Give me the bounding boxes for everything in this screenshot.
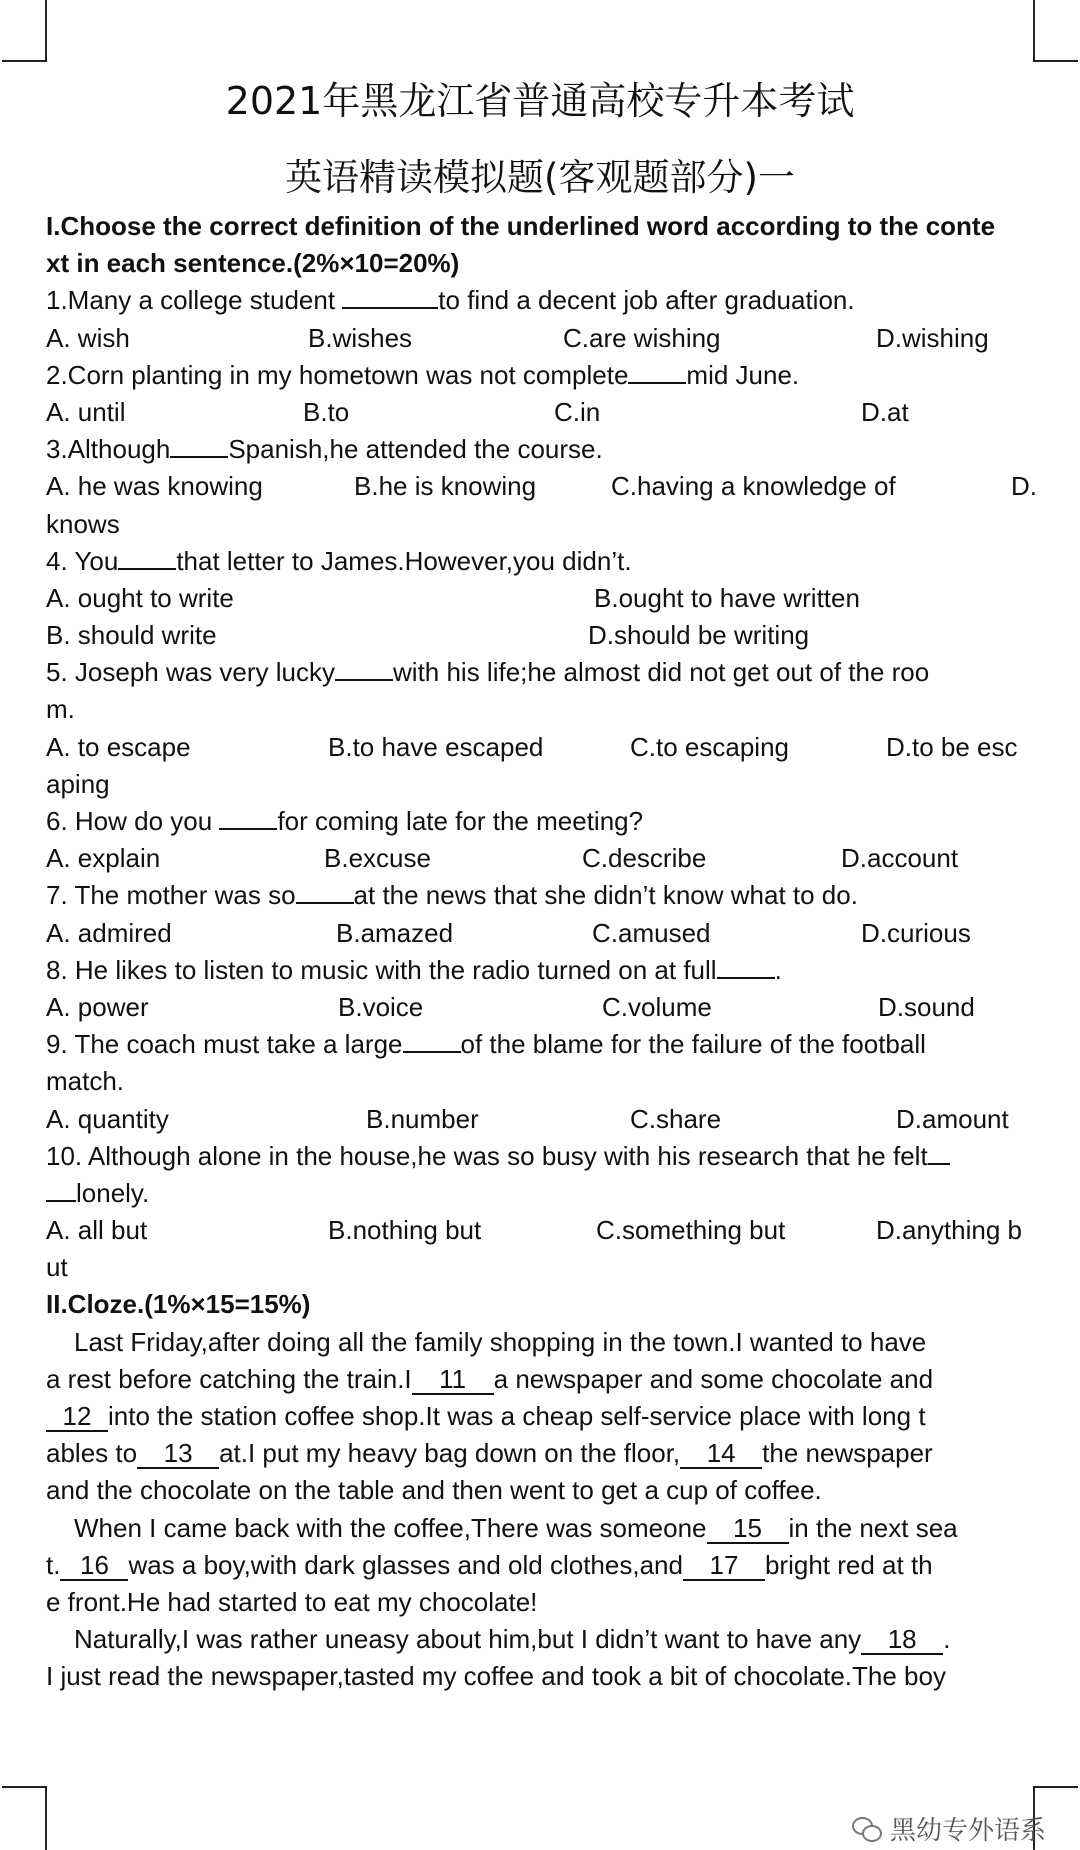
cloze-text: at.I put my heavy bag down on the floor, [219, 1438, 681, 1469]
option-b: B.wishes [308, 322, 413, 353]
wechat-watermark [852, 1810, 1046, 1847]
answer-blank [628, 382, 686, 384]
option-d: D.account [841, 843, 959, 874]
question-10 [46, 1138, 1036, 1175]
question-7-text-end: at the news that she didn’t know what to do. [353, 880, 858, 911]
option-b: B.voice [338, 991, 424, 1022]
option-d: D.should be writing [588, 620, 810, 651]
cloze-paragraph-1-line-2 [46, 1361, 1036, 1398]
answer-blank [928, 1163, 950, 1165]
question-5-text-cont: m. [46, 694, 75, 725]
exam-title: 2021年黑龙江省普通高校专升本考试 [225, 79, 855, 123]
option-a: A. ought to write [46, 582, 234, 613]
option-a: A. quantity [46, 1103, 169, 1134]
answer-blank [335, 679, 393, 681]
option-d: D.to be esc [886, 731, 1018, 762]
answer-blank-cont [46, 1200, 76, 1202]
option-d: D.at [861, 396, 909, 427]
option-c: B. should write [46, 620, 217, 651]
corner-mark-bottom-left [2, 1786, 47, 1850]
option-b: B.number [366, 1103, 479, 1134]
option-b: B.to [303, 396, 350, 427]
question-3-options [46, 468, 1036, 505]
question-7 [46, 877, 1036, 914]
watermark-text: 黑幼专外语系 [889, 1816, 1046, 1846]
cloze-text: Naturally,I was rather uneasy about him,but I didn’t want to have any [74, 1624, 862, 1655]
question-7-text: 7. The mother was so [46, 880, 296, 911]
cloze-text: bright red at th [764, 1549, 933, 1580]
cloze-text: in the next sea [788, 1512, 958, 1543]
cloze-text: a rest before catching the train.I [46, 1363, 412, 1394]
question-2-text-end: mid June. [686, 359, 800, 390]
question-10-text-end: lonely. [76, 1177, 150, 1208]
option-a: A. until [46, 396, 126, 427]
question-4-text-end: that letter to James.However,you didn’t. [176, 545, 632, 576]
answer-blank [219, 828, 277, 830]
option-d: D. [1011, 471, 1037, 502]
option-d: D.sound [878, 991, 975, 1022]
question-8-text: 8. He likes to listen to music with the radio turned on at full [46, 954, 717, 985]
question-6-text: 6. How do you [46, 806, 220, 836]
question-9-text-end: of the blame for the failure of the football [460, 1029, 926, 1060]
option-c: C.share [630, 1103, 722, 1134]
option-a: A. admired [46, 917, 172, 948]
question-5-text: 5. Joseph was very lucky [46, 657, 336, 688]
cloze-text: was a boy,with dark glasses and old clothes,and [128, 1549, 683, 1580]
option-b: B.ought to have written [594, 582, 860, 613]
section2-heading: II.Cloze.(1%×15=15%) [46, 1289, 311, 1320]
option-b: B.to have escaped [328, 731, 544, 762]
question-4-options-row1 [46, 580, 1036, 617]
option-d: D.wishing [876, 322, 989, 353]
cloze-text: . [943, 1624, 951, 1655]
option-a: A. he was knowing [46, 471, 263, 502]
answer-blank [118, 568, 176, 570]
question-9-text: 9. The coach must take a large [46, 1029, 403, 1060]
question-6-options [46, 840, 1036, 877]
question-1-text: 1.Many a college student [46, 285, 343, 316]
option-c: C.something but [596, 1215, 786, 1246]
option-c: C.are wishing [563, 322, 721, 353]
question-2-text: 2.Corn planting in my hometown was not complete [46, 359, 629, 390]
answer-blank [717, 977, 775, 979]
option-a: A. explain [46, 843, 161, 874]
option-c: C.to escaping [630, 731, 789, 762]
question-3-text: 3.Although [46, 434, 171, 465]
option-d: D.curious [861, 917, 971, 948]
option-c: C.amused [592, 917, 711, 948]
option-c: C.in [554, 396, 601, 427]
option-b: B.nothing but [328, 1215, 482, 1246]
option-a: A. power [46, 991, 149, 1022]
question-3 [46, 431, 1036, 468]
option-a: A. wish [46, 322, 130, 353]
option-b: B.amazed [336, 917, 454, 948]
question-5-options [46, 729, 1036, 766]
question-9-text-cont: match. [46, 1066, 125, 1097]
option-b: B.he is knowing [354, 471, 537, 502]
option-c: C.volume [602, 991, 712, 1022]
question-5 [46, 654, 1036, 691]
cloze-paragraph-1-line-3 [46, 1398, 1036, 1435]
option-b: B.excuse [324, 843, 431, 874]
cloze-blank-14: 14 [680, 1439, 762, 1469]
question-1-text-end: to find a decent job after graduation. [438, 285, 855, 316]
cloze-blank-12: 12 [46, 1402, 108, 1432]
answer-blank [296, 902, 354, 904]
question-4-text: 4. You [46, 545, 119, 576]
question-2 [46, 357, 1036, 394]
cloze-blank-17: 17 [683, 1551, 765, 1581]
cloze-text: t. [46, 1549, 61, 1580]
exam-subtitle: 英语精读模拟题(客观题部分)一 [285, 156, 795, 199]
cloze-text: the newspaper [762, 1438, 933, 1469]
question-5-option-d-cont: aping [46, 768, 110, 799]
question-8-options [46, 989, 1036, 1026]
question-5-text-end: with his life;he almost did not get out of the roo [393, 657, 930, 688]
cloze-blank-15: 15 [707, 1514, 789, 1544]
section1-heading-line1: I.Choose the correct definition of the underlined word according to the conte [46, 211, 996, 241]
option-d: D.amount [896, 1103, 1009, 1134]
exam-content [46, 208, 1036, 1696]
answer-blank [403, 1051, 461, 1053]
question-10-text: 10. Although alone in the house,he was so busy with his research that he felt [46, 1140, 928, 1171]
cloze-paragraph-2-line-3: e front.He had started to eat my chocolate! [46, 1586, 538, 1617]
cloze-text: into the station coffee shop.It was a cheap self-service place with long t [108, 1401, 926, 1431]
cloze-paragraph-2-line-2 [46, 1547, 1036, 1584]
corner-mark-top-right [1033, 0, 1078, 62]
option-c: C.having a knowledge of [611, 471, 896, 502]
question-6-text-end: for coming late for the meeting? [277, 806, 644, 836]
question-1 [46, 282, 1036, 319]
question-4 [46, 543, 1036, 580]
cloze-paragraph-1-line-1: Last Friday,after doing all the family shopping in the town.I wanted to have [74, 1326, 927, 1357]
cloze-paragraph-3-line-2: I just read the newspaper,tasted my coffee and took a bit of chocolate.The boy [46, 1661, 946, 1692]
question-10-option-d-cont: ut [46, 1252, 68, 1283]
option-a: A. to escape [46, 731, 191, 762]
cloze-blank-13: 13 [137, 1439, 219, 1469]
cloze-paragraph-2-line-1 [46, 1510, 1036, 1547]
option-c: C.describe [582, 843, 707, 874]
question-10-text-cont [46, 1175, 1036, 1212]
wechat-icon [852, 1817, 882, 1841]
cloze-blank-18: 18 [861, 1625, 943, 1655]
question-6 [46, 803, 1036, 840]
question-1-options [46, 320, 1036, 357]
cloze-paragraph-3-line-1 [46, 1621, 1036, 1658]
question-8-text-end: . [774, 954, 782, 985]
cloze-paragraph-1-line-4 [46, 1435, 1036, 1472]
question-3-text-end: Spanish,he attended the course. [228, 434, 603, 465]
question-3-option-d-cont: knows [46, 508, 120, 539]
cloze-text: ables to [46, 1438, 138, 1469]
question-8 [46, 952, 1036, 989]
answer-blank [342, 307, 438, 309]
question-9-options [46, 1101, 1036, 1138]
answer-blank [170, 456, 228, 458]
cloze-blank-16: 16 [60, 1551, 128, 1581]
cloze-blank-11: 11 [412, 1365, 494, 1395]
question-2-options [46, 394, 1036, 431]
corner-mark-top-left [2, 0, 47, 62]
cloze-text: a newspaper and some chocolate and [493, 1363, 934, 1394]
question-7-options [46, 915, 1036, 952]
cloze-text: When I came back with the coffee,There was someone [74, 1512, 707, 1543]
question-9 [46, 1026, 1036, 1063]
option-a: A. all but [46, 1215, 148, 1246]
question-4-options-row2 [46, 617, 1036, 654]
section1-heading-line2: xt in each sentence.(2%×10=20%) [46, 248, 460, 279]
question-10-options [46, 1212, 1036, 1249]
option-d: D.anything b [876, 1215, 1022, 1246]
cloze-paragraph-1-line-5: and the chocolate on the table and then went to get a cup of coffee. [46, 1475, 822, 1506]
